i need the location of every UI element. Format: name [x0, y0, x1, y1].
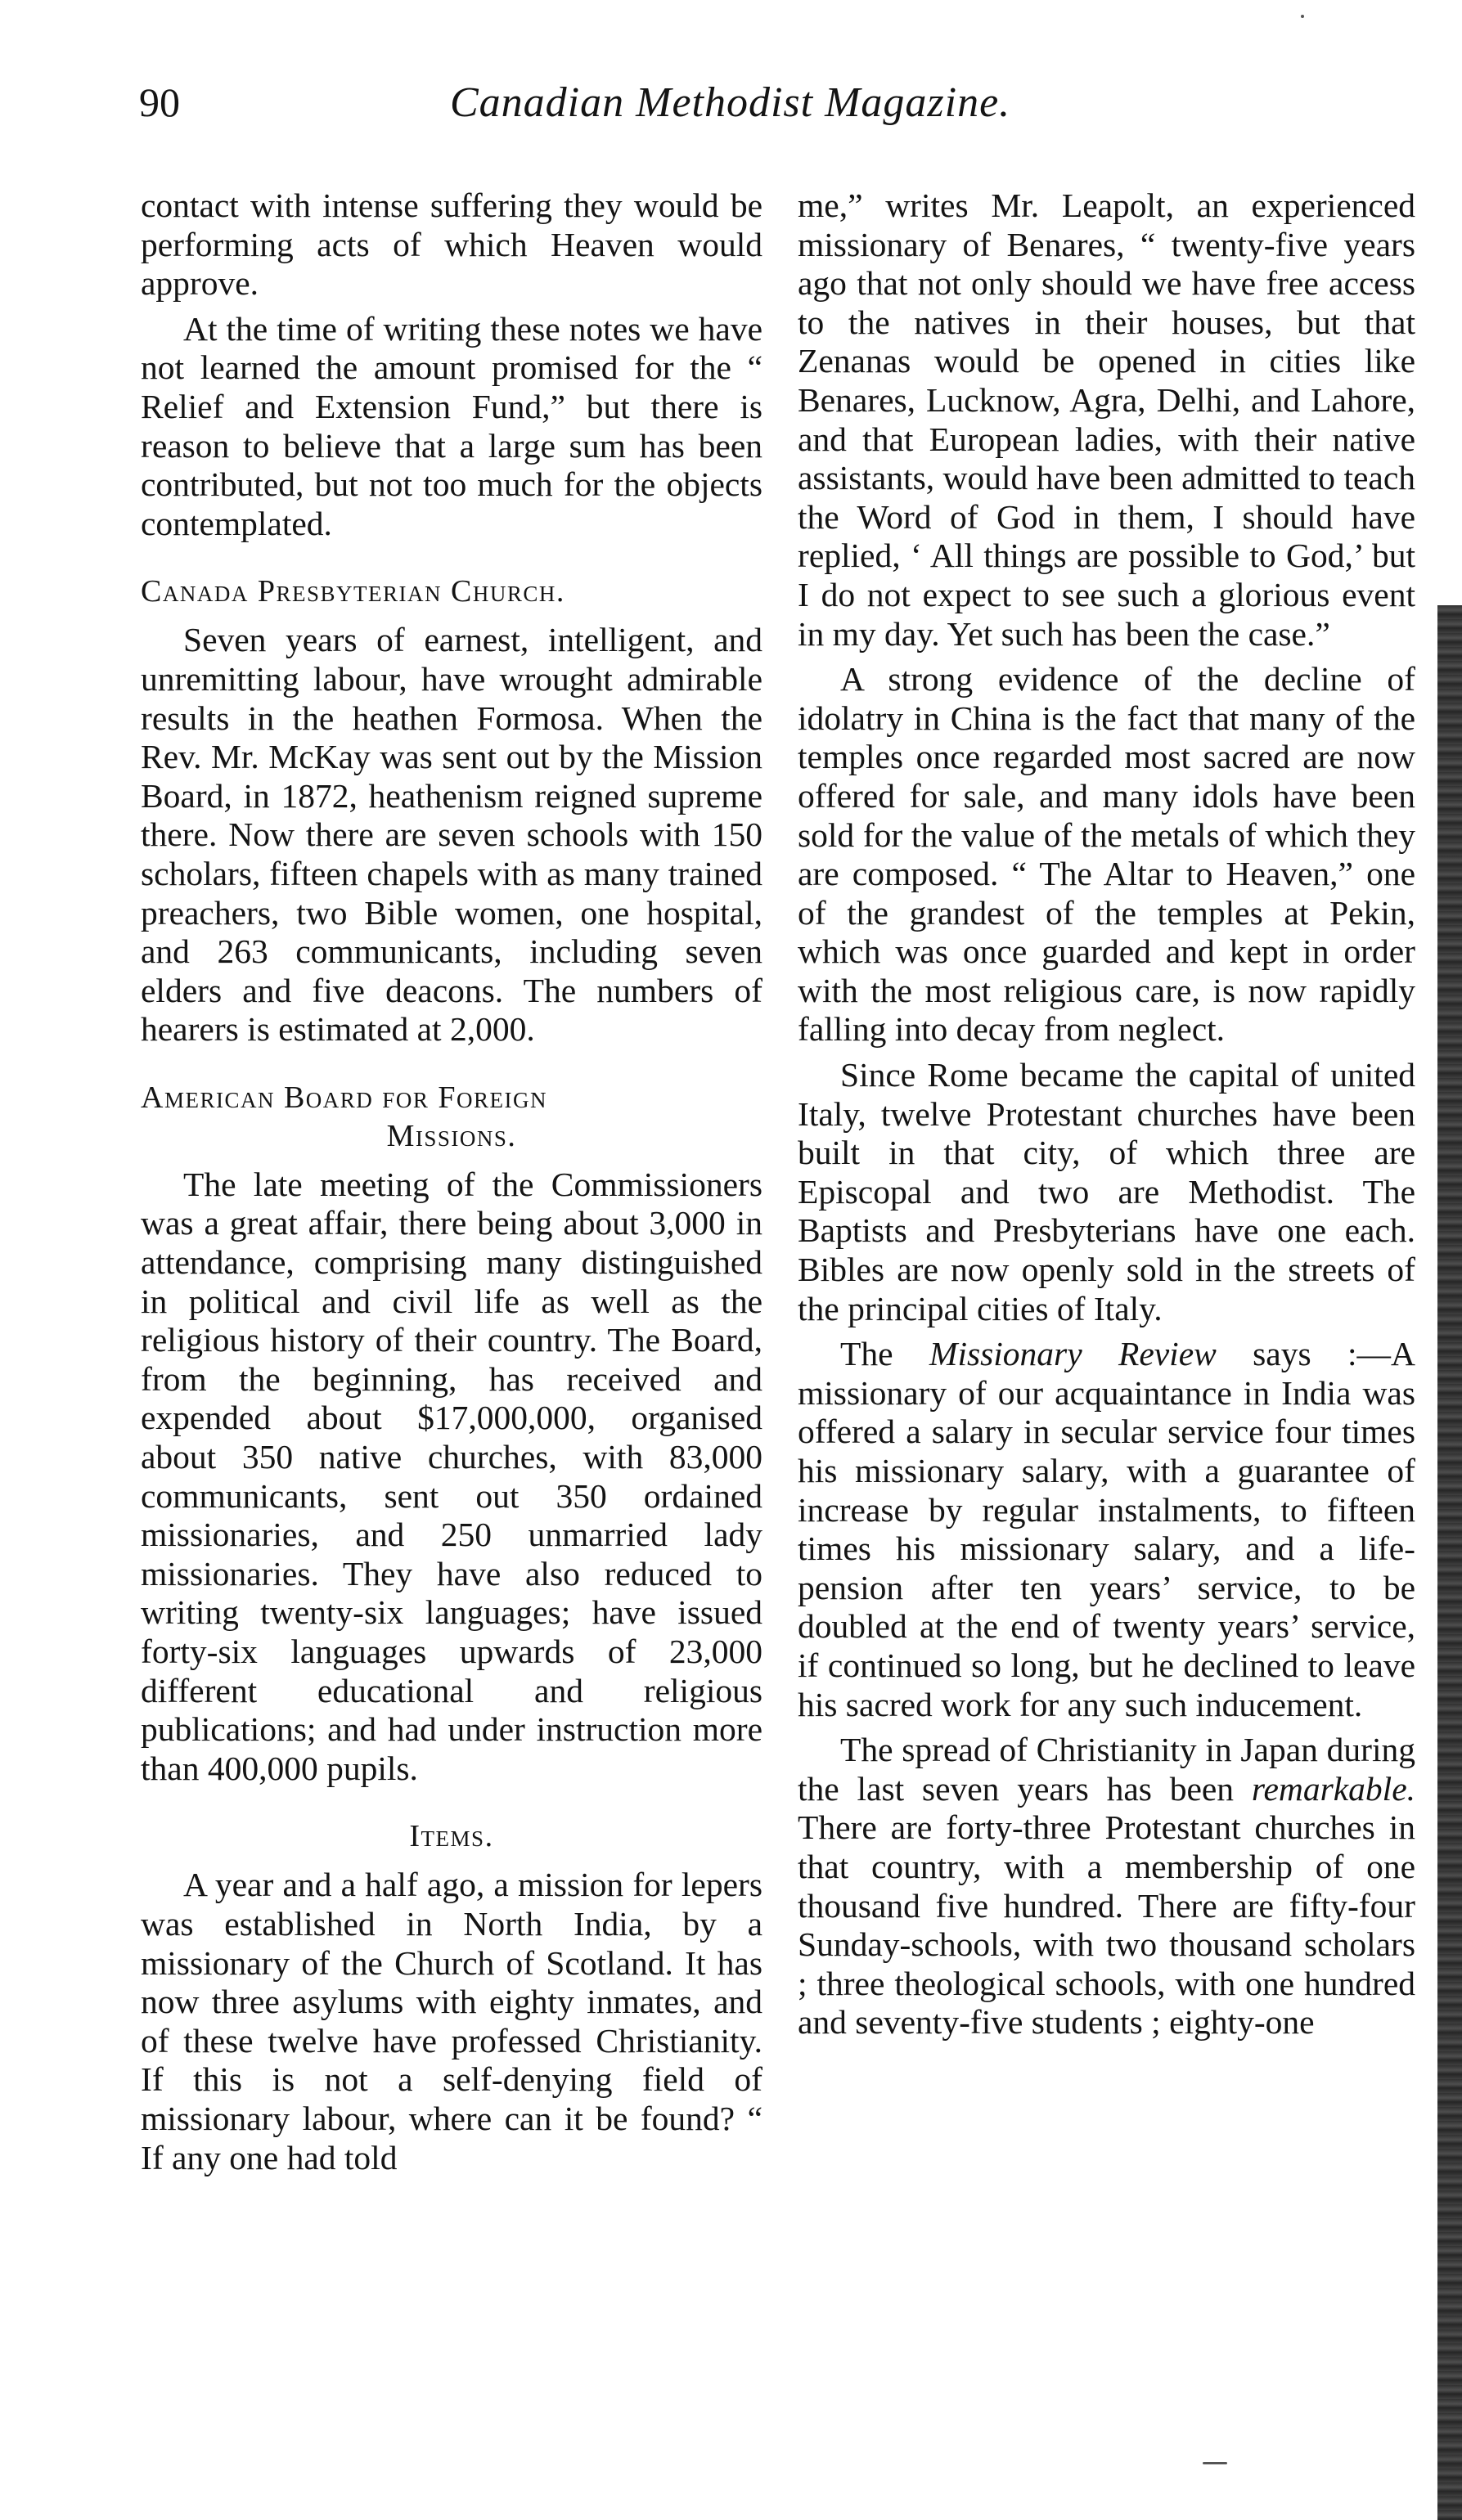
japan-lead: The spread of Christianity in Japan during the last seven years has been — [798, 1731, 1415, 1808]
heading-canada-presbyterian: Canada Presbyterian Church. — [141, 574, 565, 609]
paragraph-china-idolatry: A strong evidence of the decline of idolatry in China is the fact that many of the temples once regarded most sacred are now offered for sale, and many idols have been sold for the value of the metals of which they are composed. “ The Altar to Heaven,” one of the grandest of the temples at Pekin, which was once guarded and kept in order with the most religious care, is now rapidly falling into decay from neglect. — [798, 660, 1415, 1049]
paragraph-leapolt: me,” writes Mr. Leapolt, an experienced missionary of Benares, “ twenty-five years ago that not only should we have free access to the natives in their houses, but that Zenanas would be opened in cities like Benares, Lucknow, Agra, Delhi, and Lahore, and that European ladies, with their native assistants, would have been admitted to teach the Word of God in them, I should have replied, ‘ All things are possible to God,’ but I do not expect to see such a glorious event in my day. Yet such has been the case.” — [798, 186, 1415, 653]
japan-text: There are forty-three Protestant churches in that country, with a membership of one thousand five hundred. There are fifty-four Sunday-schools, with two thousand scholars ; three theological schools, with one hundred and seventy-five students ; eighty-one — [798, 1808, 1415, 2042]
paragraph-rome-churches: Since Rome became the capital of united Italy, twelve Protestant churches have been built in that city, of which three are Episcopal and two are Methodist. The Baptists and Presbyterians have one each. Bibles are now openly sold in the streets of the principal cities of Italy. — [798, 1056, 1415, 1327]
heading-items: Items. — [409, 1819, 494, 1854]
missionary-review-title: Missionary Review — [929, 1335, 1217, 1373]
paragraph-relief-fund: At the time of writing these notes we have not learned the amount promised for the “ Relief and Extension Fund,” but there is reason to believe that a large sum has been contributed, but not too much for the objects contemplated. — [141, 309, 762, 542]
paragraph-formosa: Seven years of earnest, intelligent, and unremitting labour, have wrought admirable results in the heathen Formosa. When the Rev. Mr. McKay was sent out by the Mission Board, in 1872, heathenism reigned supreme there. Now there are seven schools with 150 scholars, fifteen chapels with as many trained preachers, two Bible women, one hospital, and 263 communicants, including seven elders and five deacons. The numbers of hearers is estimated at 2,000. — [141, 621, 762, 1049]
running-title: Canadian Methodist Magazine. — [450, 79, 1011, 126]
scan-speck — [1301, 15, 1304, 18]
paragraph-commissioners: The late meeting of the Commissioners was a great affair, there being about 3,000 in attendance, comprising many distinguished in political and civil life as well as the religious history of their country. The Board, from the beginning, has received and expended about $17,000,000, organised about 350 native churches, with 83,000 communicants, sent out 350 ordained missionaries, and 250 unmarried lady missionaries. They have also reduced to writing twenty-six languages; have issued forty-six languages upwards of 23,000 different educational and religious publications; and had under instruction more than 400,000 pupils. — [141, 1165, 762, 1787]
paragraph-suffering: contact with intense suffering they would be performing acts of which Heaven would approve. — [141, 186, 762, 303]
paragraph-lepers: A year and a half ago, a mission for lepers was established in North India, by a missionary of the Church of Scotland. It has now three asylums with eighty inmates, and of these twelve have professed Christianity. If this is not a self-denying field of missionary labour, where can it be found? “ If any one had told — [141, 1866, 762, 2176]
scan-speck — [1203, 2462, 1227, 2464]
scan-binding-edge — [1437, 605, 1462, 2520]
missionary-review-text: says :—A missionary of our acquaintance in India was offered a salary in secular service four times his missionary salary, with a guarantee of increase by regular instalments, to fifteen times his missionary salary, and a life-pension after ten years’ service, to be doubled at the end of twenty years’ service, if continued so long, but he declined to leave his sacred work for any such inducement. — [798, 1335, 1415, 1723]
left-column — [141, 186, 762, 2184]
heading-american-board — [141, 1079, 762, 1156]
paragraph-missionary-review — [798, 1335, 1415, 1724]
page-header — [139, 79, 1415, 147]
paragraph-japan — [798, 1731, 1415, 2042]
missionary-review-lead: The — [840, 1335, 929, 1373]
page-number: 90 — [139, 79, 180, 125]
japan-emphasis: remarkable. — [1251, 1769, 1415, 1808]
heading-american-board-line2: Missions. — [386, 1118, 517, 1153]
right-column — [798, 186, 1415, 2049]
heading-american-board-line1: American Board for Foreign — [141, 1080, 547, 1115]
